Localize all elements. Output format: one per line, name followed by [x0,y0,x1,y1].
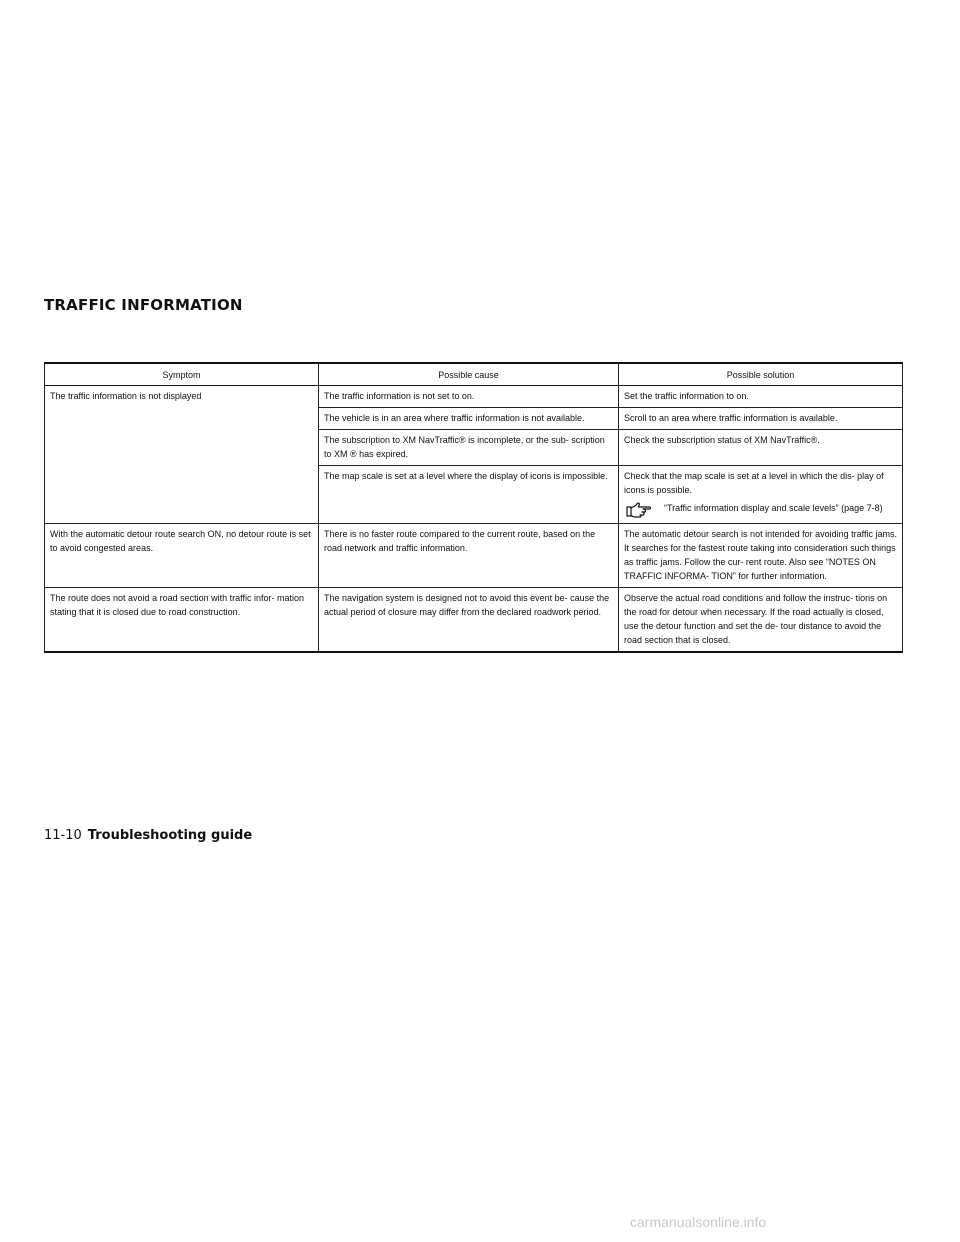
header-possible-cause: Possible cause [319,363,619,386]
section-title: TRAFFIC INFORMATION [44,296,243,314]
pointing-hand-icon [626,501,652,519]
page-reference [624,501,897,519]
solution-text: Check that the map scale is set at a level in which the dis- play of icons is possible. [624,471,884,495]
solution-cell: The automatic detour search is not intended for avoiding traffic jams. It searches for the fastest route taking into consideration such things as traffic jams. Follow the cur- rent route. Also see “NOTES ON TRAFFIC INFORMA- TION” for further information. [619,524,903,588]
solution-cell [619,466,903,524]
symptom-cell: The traffic information is not displayed [45,386,319,524]
symptom-cell: With the automatic detour route search ON, no detour route is set to avoid congested areas. [45,524,319,588]
header-symptom: Symptom [45,363,319,386]
cause-cell: The map scale is set at a level where the display of icons is impossible. [319,466,619,524]
cause-cell: The traffic information is not set to on. [319,386,619,408]
cause-cell: The subscription to XM NavTraffic® is incomplete, or the sub- scription to XM ® has expired. [319,430,619,466]
chapter-title: Troubleshooting guide [87,828,253,843]
table-row [45,524,903,588]
solution-cell: Set the traffic information to on. [619,386,903,408]
symptom-cell: The route does not avoid a road section with traffic infor- mation stating that it is closed due to road construction. [45,588,319,653]
troubleshooting-table [44,362,903,653]
solution-cell: Scroll to an area where traffic information is available. [619,408,903,430]
cause-cell: There is no faster route compared to the current route, based on the road network and traffic information. [319,524,619,588]
table-header-row [45,363,903,386]
solution-cell: Observe the actual road conditions and follow the instruc- tions on the road for detour when necessary. If the road actually is closed, use the detour function and set the de- tour distance to avoid the road section that is closed. [619,588,903,653]
page-footer [44,828,252,843]
cause-cell: The navigation system is designed not to avoid this event be- cause the actual period of closure may differ from the declared roadwork period. [319,588,619,653]
table-row [45,588,903,653]
header-possible-solution: Possible solution [619,363,903,386]
solution-cell: Check the subscription status of XM NavTraffic®. [619,430,903,466]
page-number: 11-10 [44,828,82,843]
reference-text: “Traffic information display and scale levels” (page 7-8) [664,503,883,513]
table-row [45,386,903,408]
cause-cell: The vehicle is in an area where traffic information is not available. [319,408,619,430]
watermark: carmanualsonline.info [630,1214,767,1230]
